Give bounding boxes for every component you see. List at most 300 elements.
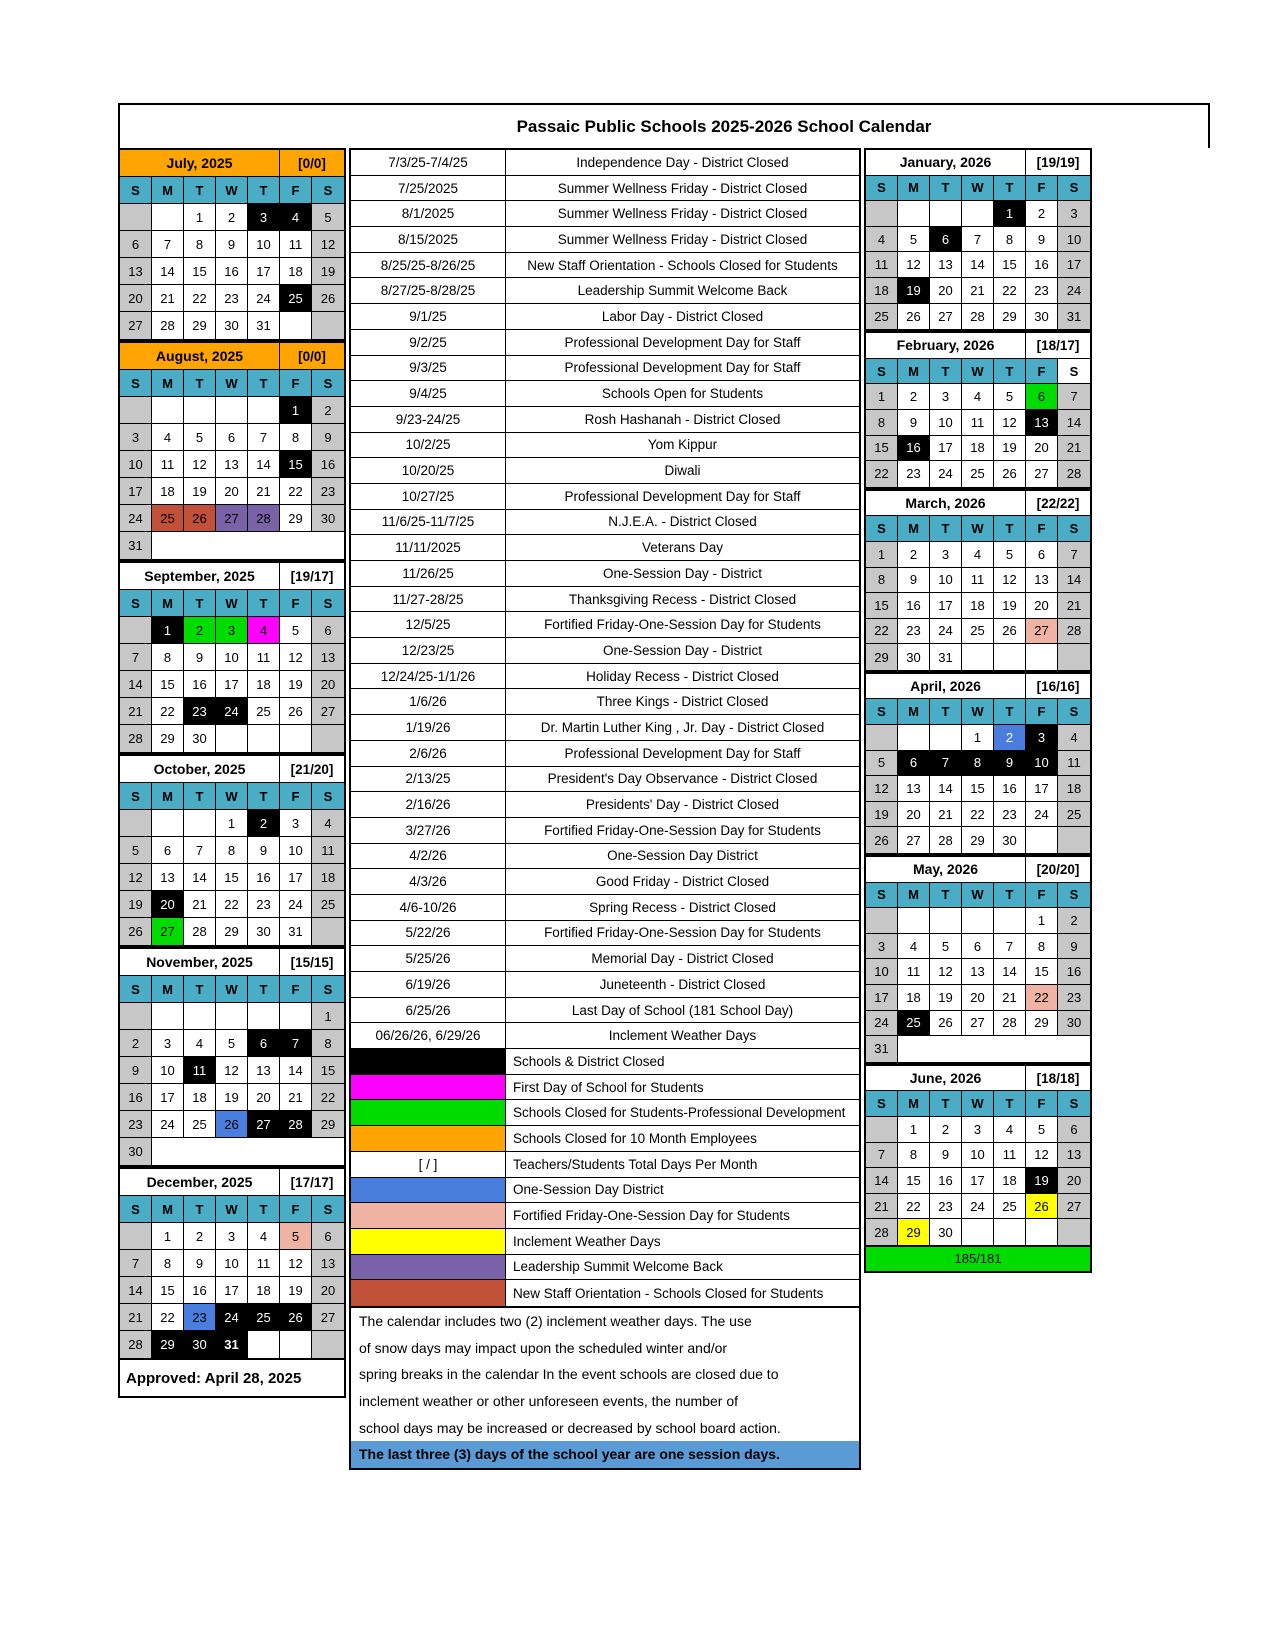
day-cell: 16 [1026, 252, 1058, 278]
note-line: spring breaks in the calendar In the event schools are closed due to [351, 1361, 859, 1388]
event-date: 4/2/26 [351, 844, 506, 869]
event-row [351, 612, 859, 638]
weekday-header-cell: M [152, 1196, 184, 1223]
week-row [866, 436, 1090, 462]
week-row [866, 593, 1090, 619]
day-cell: 2 [898, 384, 930, 410]
day-cell: 26 [312, 285, 344, 312]
day-cell: 8 [216, 837, 248, 864]
day-cell: 18 [152, 478, 184, 505]
day-cell: 5 [866, 751, 898, 777]
day-cell: 31 [216, 1331, 248, 1358]
day-cell: 8 [866, 568, 898, 594]
day-cell: 27 [312, 698, 344, 725]
event-row [351, 638, 859, 664]
weekday-header-cell: S [1058, 1091, 1090, 1117]
left-months-column [118, 148, 346, 1398]
day-cell: 9 [1026, 227, 1058, 253]
day-cell: 28 [248, 505, 280, 532]
day-cell: 25 [898, 1011, 930, 1037]
day-cell: 17 [152, 1084, 184, 1111]
day-cell: 17 [280, 864, 312, 891]
day-cell: 23 [1026, 278, 1058, 304]
day-cell [152, 1003, 184, 1030]
month-day-count: [22/22] [1026, 491, 1090, 517]
day-cell: 7 [184, 837, 216, 864]
day-cell: 24 [1058, 278, 1090, 304]
weekday-header-cell: T [248, 976, 280, 1003]
title-band [118, 103, 1210, 148]
weekday-header-cell: F [1026, 359, 1058, 385]
day-cell: 8 [312, 1030, 344, 1057]
day-cell: 1 [184, 204, 216, 231]
event-row [351, 176, 859, 202]
day-cell [152, 810, 184, 837]
day-cell: 19 [120, 891, 152, 918]
day-cell: 29 [866, 644, 898, 670]
day-cell: 8 [152, 1250, 184, 1277]
event-row [351, 356, 859, 382]
legend-color-swatch [351, 1280, 506, 1306]
event-description: Summer Wellness Friday - District Closed [506, 201, 859, 226]
day-cell: 31 [248, 312, 280, 339]
day-cell: 1 [152, 617, 184, 644]
month-title: October, 2025 [120, 756, 280, 783]
day-cell: 29 [994, 304, 1026, 330]
day-cell: 2 [184, 1223, 216, 1250]
month-october-2025 [118, 754, 346, 947]
day-cell: 16 [930, 1168, 962, 1194]
week-row [866, 384, 1090, 410]
day-cell: 7 [1058, 384, 1090, 410]
day-cell: 29 [280, 505, 312, 532]
day-cell: 14 [930, 776, 962, 802]
day-cell: 31 [866, 1036, 898, 1062]
day-cell: 23 [184, 1304, 216, 1331]
day-cell [248, 397, 280, 424]
day-cell: 11 [152, 451, 184, 478]
weekday-header-cell: T [930, 176, 962, 202]
day-cell: 14 [1058, 568, 1090, 594]
week-row [866, 1219, 1090, 1245]
day-cell: 10 [152, 1057, 184, 1084]
weekday-header-cell: W [962, 699, 994, 725]
day-cell: 19 [994, 436, 1026, 462]
day-cell: 5 [930, 934, 962, 960]
week-row [120, 424, 344, 451]
day-cell [962, 644, 994, 670]
day-cell: 21 [1058, 436, 1090, 462]
event-row [351, 304, 859, 330]
week-row [120, 698, 344, 725]
day-cell: 17 [248, 258, 280, 285]
day-cell: 13 [962, 959, 994, 985]
week-row [120, 258, 344, 285]
month-title: February, 2026 [866, 333, 1026, 359]
event-description: Labor Day - District Closed [506, 304, 859, 329]
day-cell: 12 [994, 568, 1026, 594]
legend-color-swatch [351, 1255, 506, 1280]
month-title: November, 2025 [120, 949, 280, 976]
day-cell: 16 [312, 451, 344, 478]
day-cell: 8 [152, 644, 184, 671]
day-cell: 18 [866, 278, 898, 304]
day-cell [312, 918, 344, 945]
day-cell: 1 [962, 725, 994, 751]
day-cell: 24 [962, 1194, 994, 1220]
day-cell: 10 [216, 1250, 248, 1277]
event-date: 11/6/25-11/7/25 [351, 510, 506, 535]
month-header-row [866, 857, 1090, 883]
day-cell [280, 1003, 312, 1030]
day-cell: 11 [280, 231, 312, 258]
day-cell [866, 725, 898, 751]
day-cell: 11 [184, 1057, 216, 1084]
day-cell [280, 1331, 312, 1358]
day-cell: 14 [994, 959, 1026, 985]
day-cell: 19 [216, 1084, 248, 1111]
event-description: Holiday Recess - District Closed [506, 664, 859, 689]
legend-color-swatch [351, 1049, 506, 1074]
day-cell: 15 [962, 776, 994, 802]
day-cell: 1 [866, 384, 898, 410]
week-row [120, 891, 344, 918]
event-description: Last Day of School (181 School Day) [506, 998, 859, 1023]
day-cell [994, 908, 1026, 934]
day-cell: 6 [930, 227, 962, 253]
calendar-body [118, 103, 1210, 1470]
day-cell: 3 [1058, 201, 1090, 227]
weekday-header-cell: M [898, 516, 930, 542]
week-row [866, 1143, 1090, 1169]
weekday-header-cell: S [1058, 699, 1090, 725]
day-cell: 16 [1058, 959, 1090, 985]
week-row [866, 410, 1090, 436]
week-row [120, 837, 344, 864]
weekday-header-row [866, 699, 1090, 725]
day-cell: 6 [1058, 1117, 1090, 1143]
day-cell: 29 [152, 725, 184, 752]
event-date: 3/27/26 [351, 818, 506, 843]
month-day-count: [19/19] [1026, 150, 1090, 176]
event-date: 9/4/25 [351, 381, 506, 406]
day-cell: 28 [994, 1011, 1026, 1037]
day-cell: 5 [994, 384, 1026, 410]
day-cell [994, 1219, 1026, 1245]
day-cell: 24 [280, 891, 312, 918]
month-day-count: [0/0] [280, 343, 344, 370]
event-row [351, 972, 859, 998]
weekday-header-cell: T [184, 177, 216, 204]
day-cell: 14 [120, 1277, 152, 1304]
event-description: Schools Open for Students [506, 381, 859, 406]
day-cell: 4 [312, 810, 344, 837]
day-cell: 20 [216, 478, 248, 505]
event-description: N.J.E.A. - District Closed [506, 510, 859, 535]
day-cell [1058, 1219, 1090, 1245]
day-cell: 21 [120, 698, 152, 725]
day-cell: 20 [898, 802, 930, 828]
day-cell: 4 [152, 424, 184, 451]
month-header-row [866, 491, 1090, 517]
weekday-header-cell: T [994, 883, 1026, 909]
day-cell [930, 908, 962, 934]
day-cell: 26 [866, 827, 898, 853]
weekday-header-cell: T [994, 516, 1026, 542]
day-cell: 7 [280, 1030, 312, 1057]
event-row [351, 227, 859, 253]
day-cell: 20 [1026, 436, 1058, 462]
day-cell: 24 [1026, 802, 1058, 828]
day-cell [120, 1003, 152, 1030]
day-cell: 6 [152, 837, 184, 864]
month-day-count: [0/0] [280, 150, 344, 177]
weekday-header-cell: T [994, 359, 1026, 385]
event-row [351, 587, 859, 613]
weekday-header-cell: T [994, 1091, 1026, 1117]
day-cell: 26 [1026, 1194, 1058, 1220]
week-row [120, 451, 344, 478]
month-title: December, 2025 [120, 1169, 280, 1196]
day-cell: 1 [152, 1223, 184, 1250]
day-cell: 9 [1058, 934, 1090, 960]
legend-row [351, 1152, 859, 1178]
month-day-count: [18/17] [1026, 333, 1090, 359]
day-cell: 9 [994, 751, 1026, 777]
day-cell: 27 [1026, 619, 1058, 645]
day-cell: 8 [1026, 934, 1058, 960]
event-row [351, 664, 859, 690]
month-header-row [866, 674, 1090, 700]
day-cell: 27 [1026, 461, 1058, 487]
event-row [351, 1023, 859, 1049]
weekday-header-cell: F [1026, 883, 1058, 909]
event-row [351, 921, 859, 947]
weekday-header-cell: S [1058, 883, 1090, 909]
day-cell [866, 908, 898, 934]
weekday-header-cell: M [898, 699, 930, 725]
day-cell [898, 725, 930, 751]
day-cell: 18 [962, 593, 994, 619]
day-cell: 22 [216, 891, 248, 918]
weekday-header-cell: F [280, 177, 312, 204]
week-row [120, 810, 344, 837]
day-cell: 11 [898, 959, 930, 985]
weekday-header-cell: M [152, 590, 184, 617]
day-cell: 7 [930, 751, 962, 777]
week-row [120, 1003, 344, 1030]
day-cell: 30 [120, 1138, 152, 1165]
month-header-row [120, 150, 344, 177]
legend-row [351, 1178, 859, 1204]
day-cell: 3 [280, 810, 312, 837]
week-row [866, 304, 1090, 330]
day-cell: 15 [152, 1277, 184, 1304]
events-and-legend-column [349, 148, 861, 1470]
week-row [866, 278, 1090, 304]
day-cell: 1 [994, 201, 1026, 227]
total-days-text: 185/181 [954, 1251, 1002, 1267]
month-header-row [866, 150, 1090, 176]
weekday-header-cell: W [962, 883, 994, 909]
month-header-row [120, 343, 344, 370]
day-cell: 6 [898, 751, 930, 777]
event-description: Professional Development Day for Staff [506, 484, 859, 509]
event-description: Summer Wellness Friday - District Closed [506, 227, 859, 252]
day-cell: 2 [120, 1030, 152, 1057]
legend-label: One-Session Day District [506, 1178, 859, 1203]
day-cell [312, 1331, 344, 1358]
month-day-count: [15/15] [280, 949, 344, 976]
weekday-header-cell: S [120, 976, 152, 1003]
day-cell: 15 [898, 1168, 930, 1194]
event-date: 11/26/25 [351, 561, 506, 586]
day-cell: 15 [280, 451, 312, 478]
event-date: 8/15/2025 [351, 227, 506, 252]
day-cell [994, 644, 1026, 670]
day-cell: 24 [216, 698, 248, 725]
event-description: Veterans Day [506, 535, 859, 560]
day-cell: 19 [930, 985, 962, 1011]
event-description: Professional Development Day for Staff [506, 741, 859, 766]
weekday-header-cell: T [930, 516, 962, 542]
day-cell: 9 [248, 837, 280, 864]
weekday-header-row [866, 1091, 1090, 1117]
week-row [866, 827, 1090, 853]
day-cell: 26 [280, 698, 312, 725]
day-cell: 20 [312, 671, 344, 698]
event-row [351, 253, 859, 279]
event-description: Dr. Martin Luther King , Jr. Day - District Closed [506, 715, 859, 740]
event-description: Rosh Hashanah - District Closed [506, 407, 859, 432]
weekday-header-cell: S [866, 516, 898, 542]
month-title: April, 2026 [866, 674, 1026, 700]
legend-row [351, 1280, 859, 1306]
day-cell: 23 [898, 461, 930, 487]
day-cell [152, 204, 184, 231]
day-cell: 11 [866, 252, 898, 278]
day-cell: 7 [248, 424, 280, 451]
day-cell: 24 [866, 1011, 898, 1037]
day-cell: 1 [280, 397, 312, 424]
weekday-header-cell: M [898, 1091, 930, 1117]
event-row [351, 895, 859, 921]
day-cell: 9 [898, 568, 930, 594]
day-cell: 16 [184, 671, 216, 698]
day-cell: 3 [866, 934, 898, 960]
month-day-count: [17/17] [280, 1169, 344, 1196]
day-cell: 17 [930, 436, 962, 462]
weekday-header-row [120, 783, 344, 810]
day-cell: 27 [152, 918, 184, 945]
event-row [351, 561, 859, 587]
month-july-2025 [118, 148, 346, 341]
day-cell [1058, 827, 1090, 853]
legend-label: Leadership Summit Welcome Back [506, 1255, 859, 1280]
day-cell: 13 [248, 1057, 280, 1084]
weekday-header-row [120, 590, 344, 617]
day-cell: 20 [152, 891, 184, 918]
event-description: Summer Wellness Friday - District Closed [506, 176, 859, 201]
day-cell: 24 [930, 461, 962, 487]
event-description: Yom Kippur [506, 433, 859, 458]
day-cell: 13 [216, 451, 248, 478]
day-cell: 19 [312, 258, 344, 285]
day-cell [898, 908, 930, 934]
weekday-header-cell: M [152, 783, 184, 810]
day-cell: 23 [216, 285, 248, 312]
day-cell: 11 [312, 837, 344, 864]
event-date: 2/16/26 [351, 792, 506, 817]
event-date: 4/3/26 [351, 869, 506, 894]
legend-color-swatch [351, 1203, 506, 1228]
day-cell: 21 [962, 278, 994, 304]
day-cell: 23 [1058, 985, 1090, 1011]
week-row [866, 1168, 1090, 1194]
month-september-2025 [118, 561, 346, 754]
day-cell: 29 [152, 1331, 184, 1358]
weekday-header-cell: S [120, 370, 152, 397]
event-date: 6/19/26 [351, 972, 506, 997]
weekday-header-cell: S [1058, 516, 1090, 542]
weekday-header-cell: S [1058, 176, 1090, 202]
weekday-header-cell: S [120, 1196, 152, 1223]
weekday-header-cell: S [120, 177, 152, 204]
day-cell [216, 725, 248, 752]
week-row [120, 204, 344, 231]
day-cell: 13 [312, 644, 344, 671]
empty-merged-cell [898, 1036, 1090, 1062]
day-cell: 22 [1026, 985, 1058, 1011]
weekday-header-cell: T [930, 359, 962, 385]
event-row [351, 844, 859, 870]
day-cell: 23 [120, 1111, 152, 1138]
day-cell: 8 [184, 231, 216, 258]
week-row [866, 644, 1090, 670]
event-date: 7/25/2025 [351, 176, 506, 201]
weekday-header-row [866, 176, 1090, 202]
event-description: Memorial Day - District Closed [506, 946, 859, 971]
weekday-header-cell: S [312, 590, 344, 617]
day-cell: 14 [184, 864, 216, 891]
day-cell: 25 [152, 505, 184, 532]
week-row [120, 1277, 344, 1304]
day-cell: 23 [248, 891, 280, 918]
day-cell: 28 [930, 827, 962, 853]
event-date: 8/27/25-8/28/25 [351, 278, 506, 303]
day-cell: 30 [898, 644, 930, 670]
day-cell: 27 [312, 1304, 344, 1331]
event-date: 7/3/25-7/4/25 [351, 150, 506, 175]
day-cell: 5 [898, 227, 930, 253]
month-header-row [120, 1169, 344, 1196]
day-cell: 29 [1026, 1011, 1058, 1037]
total-days-bar [864, 1247, 1092, 1273]
week-row [120, 1030, 344, 1057]
day-cell: 3 [962, 1117, 994, 1143]
week-row [120, 671, 344, 698]
day-cell: 24 [930, 619, 962, 645]
weekday-header-cell: F [280, 370, 312, 397]
week-row [866, 1194, 1090, 1220]
day-cell: 20 [1026, 593, 1058, 619]
day-cell: 6 [1026, 384, 1058, 410]
day-cell: 27 [248, 1111, 280, 1138]
day-cell: 25 [962, 461, 994, 487]
weekday-header-cell: T [184, 1196, 216, 1223]
week-row [866, 542, 1090, 568]
week-row [120, 864, 344, 891]
